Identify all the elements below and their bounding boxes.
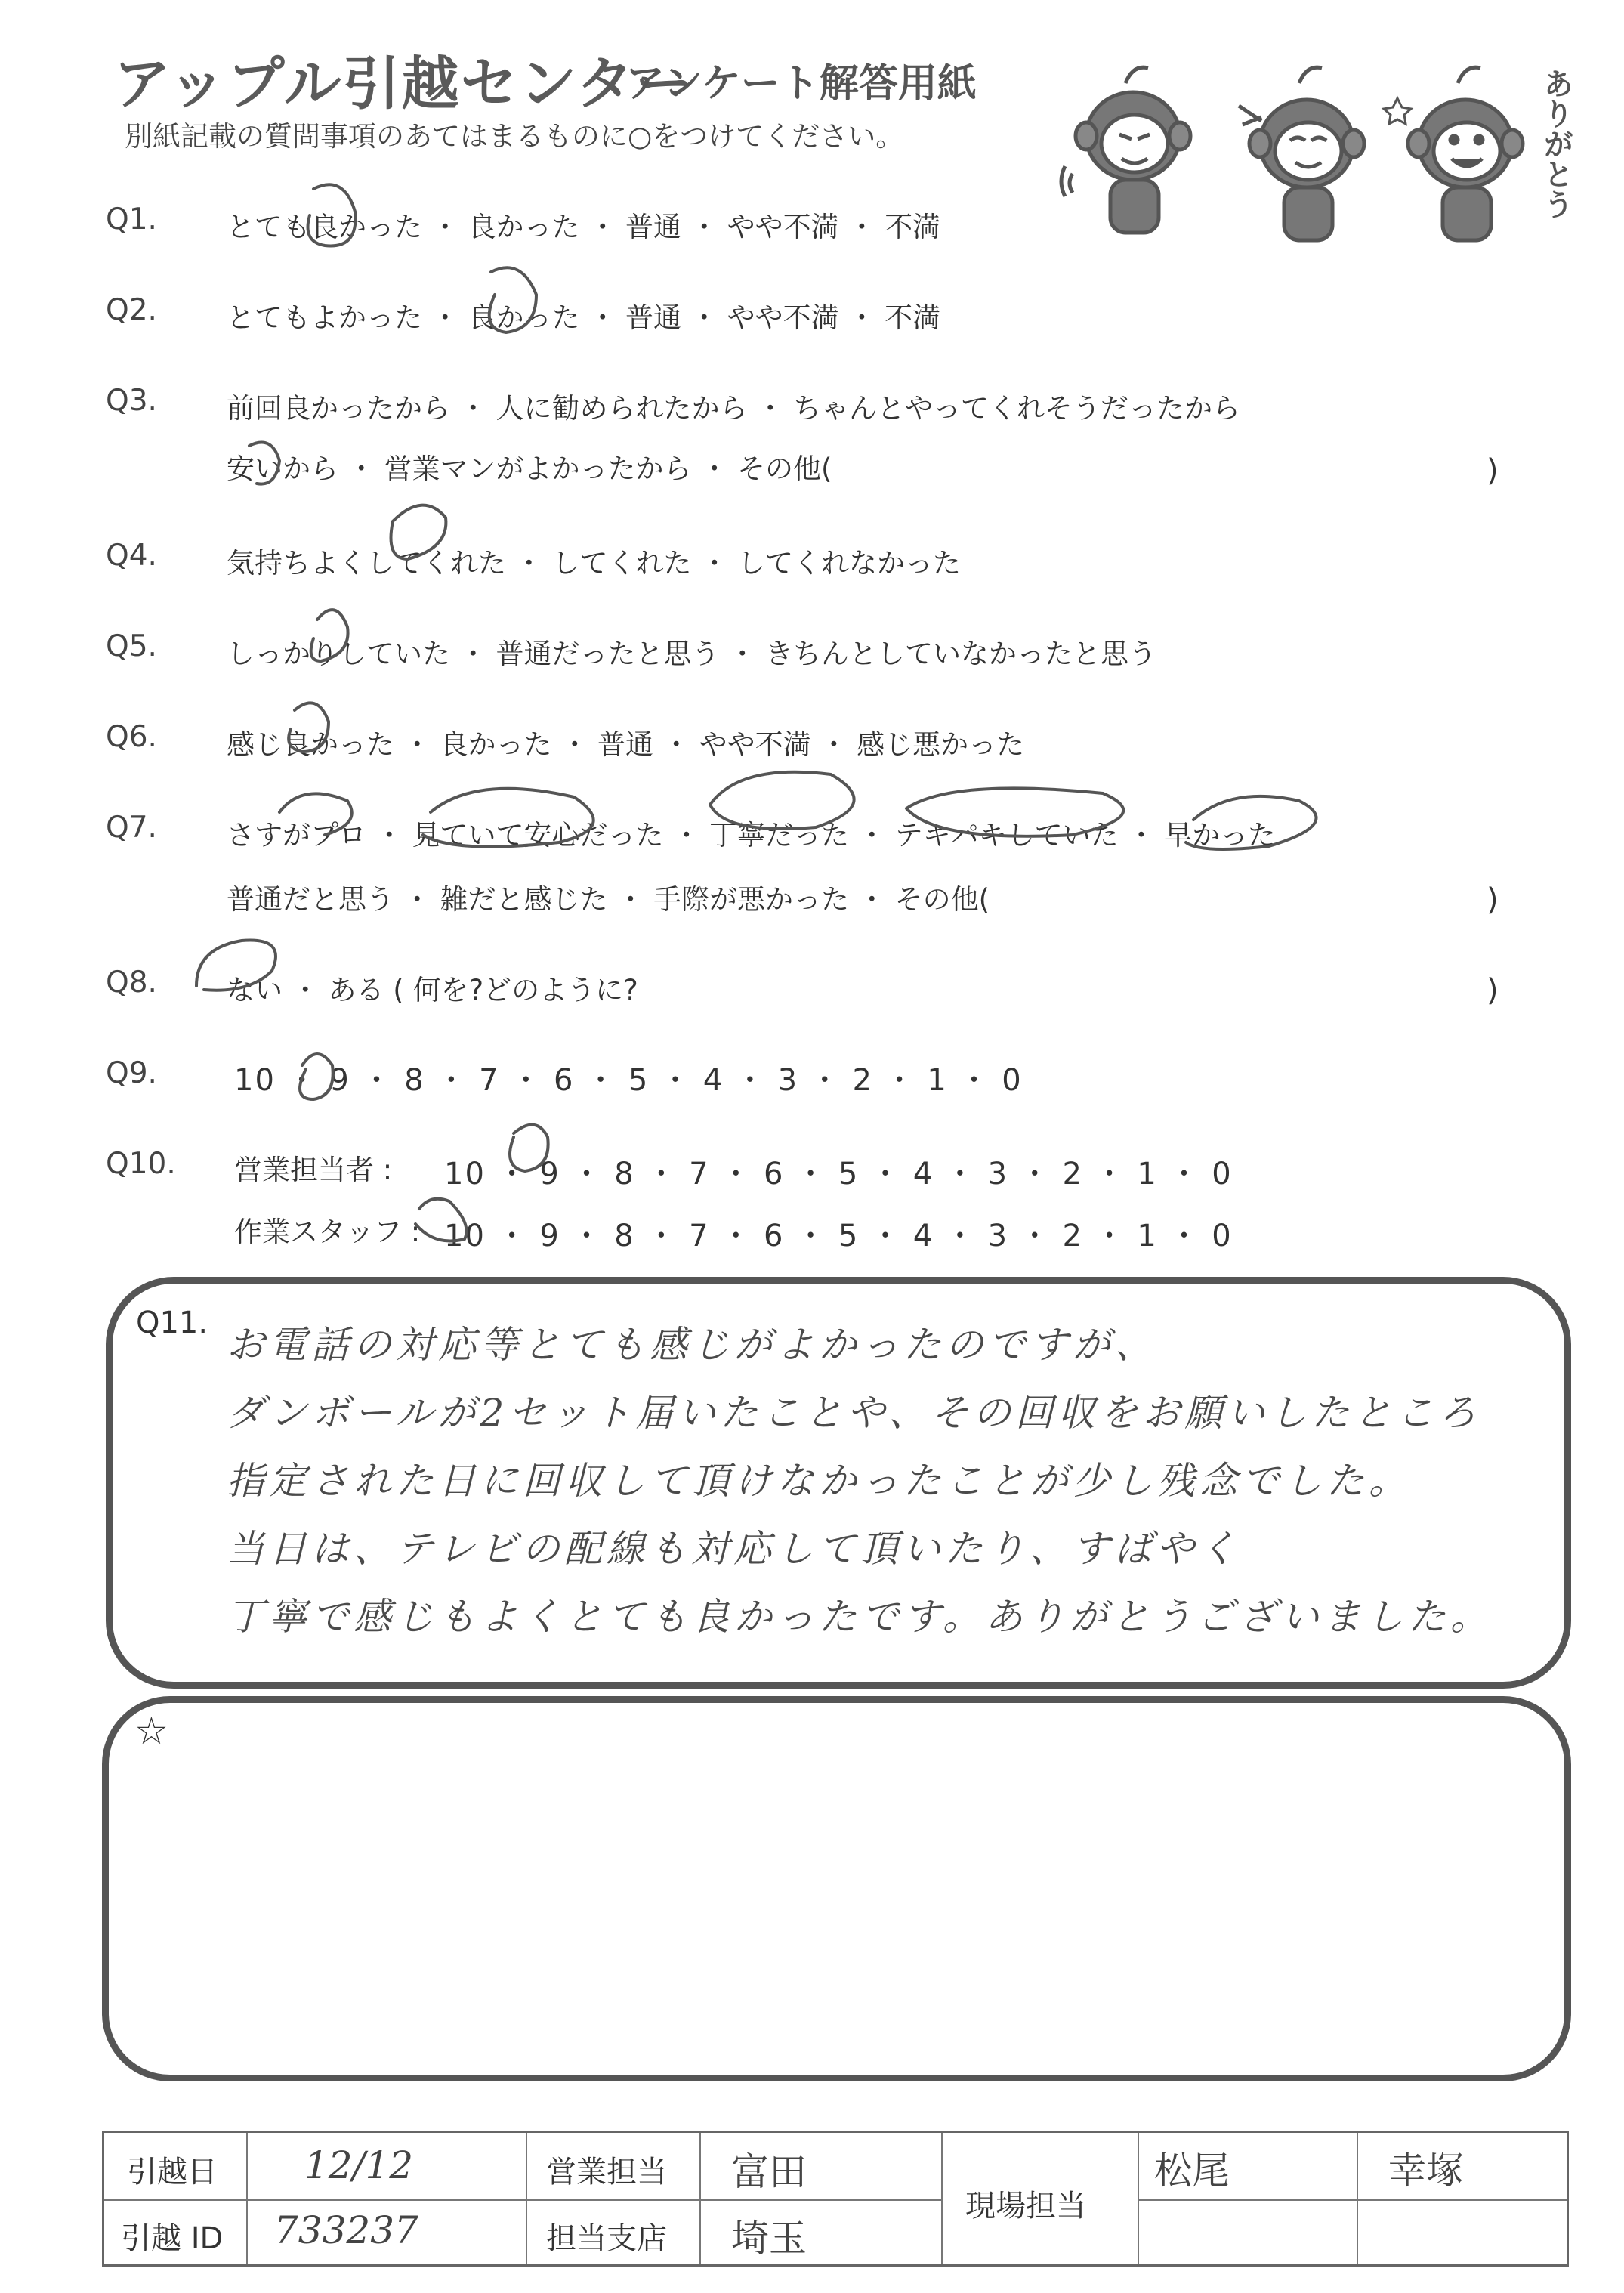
star-icon: ☆ [134, 1709, 168, 1753]
move-id-value: 733237 [274, 2208, 418, 2252]
q2-options[interactable]: とてもよかった ・ 良かった ・ 普通 ・ やや不満 ・ 不満 [227, 301, 941, 334]
sales-rep-value: 富田 [731, 2150, 807, 2194]
q7-options-line2[interactable]: 普通だと思う ・ 雑だと感じた ・ 手際が悪かった ・ その他( [227, 883, 990, 916]
form-subtitle: アンケート解答用紙 [625, 61, 977, 107]
q5-options[interactable]: しっかりしていた ・ 普通だったと思う ・ きちんとしていなかったと思う [227, 638, 1157, 670]
instruction-text: 別紙記載の質問事項のあてはまるものに○をつけてください。 [125, 120, 904, 153]
mascot-caption: ありがとう [1539, 68, 1573, 219]
q11-answer-line-5: 丁寧で感じもよくとても良かったです。ありがとうございました。 [227, 1595, 1493, 1639]
q10-staff-scale[interactable]: 10 ・ 9 ・ 8 ・ 7 ・ 6 ・ 5 ・ 4 ・ 3 ・ 2 ・ 1 ・ 0 [444, 1219, 1233, 1253]
q10-staff-label: 作業スタッフ : [234, 1216, 421, 1248]
q11-label: Q11. [136, 1306, 208, 1340]
q4-options[interactable]: 気持ちよくしてくれた ・ してくれた ・ してくれなかった [227, 547, 962, 579]
q3-paren-close: ) [1487, 453, 1499, 488]
q9-scale[interactable]: 10 ・ 9 ・ 8 ・ 7 ・ 6 ・ 5 ・ 4 ・ 3 ・ 2 ・ 1 ・ 0 [234, 1063, 1023, 1098]
q7-number: Q7. [106, 811, 157, 845]
monkey-angry-icon [1061, 67, 1190, 233]
monkey-happy-icon [1384, 67, 1523, 240]
q6-number: Q6. [106, 720, 157, 754]
q11-answer-line-1: お電話の対応等とても感じがよかったのですが、 [227, 1323, 1157, 1367]
q11-answer-line-2: ダンボールが2セット届いたことや、その回収をお願いしたところ [227, 1391, 1481, 1435]
q8-number: Q8. [106, 966, 157, 1000]
mascot-illustration [1050, 53, 1579, 257]
q11-answer-line-4: 当日は、テレビの配線も対応して頂いたり、すばやく [227, 1527, 1241, 1571]
form-title: アップル引越センター [113, 50, 694, 117]
sales-rep-label: 営業担当 [546, 2155, 667, 2189]
q5-number: Q5. [106, 629, 157, 663]
q10-sales-label: 営業担当者 : [234, 1154, 393, 1186]
q1-options[interactable]: とても良かった ・ 良かった ・ 普通 ・ やや不満 ・ 不満 [227, 211, 941, 243]
q3-options-line2[interactable]: 安いから ・ 営業マンがよかったから ・ その他( [227, 453, 832, 485]
q6-options[interactable]: 感じ良かった ・ 良かった ・ 普通 ・ やや不満 ・ 感じ悪かった [227, 728, 1025, 761]
q8-paren-close: ) [1487, 973, 1499, 1008]
q8-options[interactable]: ない ・ ある ( 何を?どのように? [227, 974, 638, 1006]
footer-info-table [102, 2131, 1569, 2267]
move-date-value: 12/12 [304, 2143, 414, 2187]
site-staff-value-1: 松尾 [1154, 2149, 1230, 2193]
q3-options-line1[interactable]: 前回良かったから ・ 人に勧められたから ・ ちゃんとやってくれそうだったから [227, 392, 1241, 425]
q3-number: Q3. [106, 384, 157, 418]
comment-box[interactable] [102, 1696, 1571, 2081]
site-staff-value-2: 幸塚 [1388, 2149, 1464, 2193]
q10-sales-scale[interactable]: 10 ・ 9 ・ 8 ・ 7 ・ 6 ・ 5 ・ 4 ・ 3 ・ 2 ・ 1 ・ 0 [444, 1157, 1233, 1191]
site-staff-label: 現場担当 [965, 2189, 1086, 2223]
q1-number: Q1. [106, 202, 157, 236]
move-date-label: 引越日 [127, 2155, 218, 2189]
q4-number: Q4. [106, 539, 157, 573]
q10-number: Q10. [106, 1147, 176, 1181]
monkey-smiling-icon [1239, 67, 1364, 240]
branch-value: 埼玉 [731, 2217, 807, 2261]
q9-number: Q9. [106, 1056, 157, 1090]
q7-paren-close: ) [1487, 882, 1499, 917]
branch-label: 担当支店 [546, 2221, 667, 2256]
q7-options-line1[interactable]: さすがプロ ・ 見ていて安心だった ・ 丁寧だった ・ テキパキしていた ・ 早かった [227, 819, 1277, 851]
move-id-label: 引越 ID [121, 2221, 224, 2256]
q2-number: Q2. [106, 293, 157, 327]
q11-answer-line-3: 指定された日に回収して頂けなかったことが少し残念でした。 [227, 1459, 1411, 1503]
